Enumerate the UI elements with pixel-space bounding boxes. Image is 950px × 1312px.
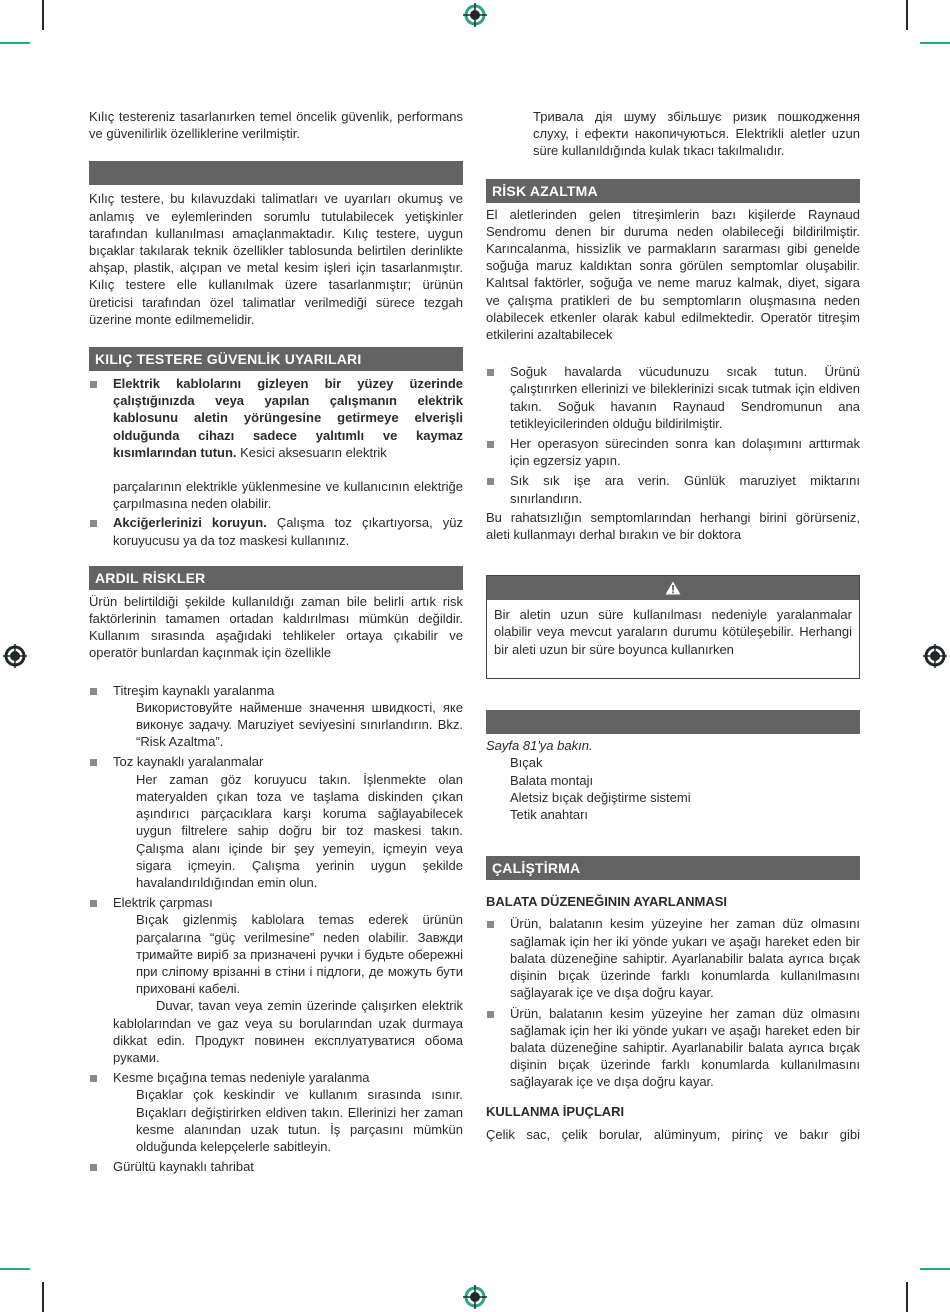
warning-box [486,575,860,679]
safety-item-continuation: parçalarının elektrikle yüklenmesine ve kullanıcının elektriğe çarpılmasına neden olabilir. [113,479,463,512]
subsection-title-tips: KULLANMA İPUÇLARI [486,1103,625,1119]
risk-item-text: Bıçaklar çok keskindir ve kullanım sırasında ısınır. Bıçakları değiştirirken eldiven takın. Ellerinizi her zaman kesme alanından uzak tutun. İş parçasını mümkün olduğunda kelepçelerle sabitleyin. [136,1087,463,1154]
residual-risks-intro: Ürün belirtildiği şekilde kullanıldığı zaman bile belirli artık risk faktörlerinin tamamen ortadan kaldırılması mümkün değildir. Kullanım sırasında aşağıdaki tehlikeler ortaya çıkabilir ve operatör bunlardan kaçınmak için özellikle [89,593,463,661]
intro-text: Kılıç testereniz tasarlanırken temel öncelik güvenlik, performans ve güvenilirlik özelliklerine verilmiştir. [89,109,463,142]
adjustment-item: Ürün, balatanın kesim yüzeyine her zaman düz olmasını sağlamak için her iki yönde yukarı ve aşağı hareket eden bir balata düzeneğine sahiptir. Ayarlanabilir balata ayrıca bıçak dişinin bıçak üzerinde farklı konumlarda kullanılmasını sağlayarak içe ve dışa doğru kayar. [486,1005,860,1091]
warning-triangle-icon [665,581,681,595]
registration-mark-icon [923,644,947,668]
warning-text: Bir aletin uzun süre kullanılması nedeniyle yaralanmalar olabilir veya mevcut yaraların durumu kötüleşebilir. Herhangi bir aleti uzun bir süre boyunca kullanırken [494,607,852,657]
part-item: Bıçak [510,755,543,771]
risk-item-title: Gürültü kaynaklı tahribat [89,1158,463,1175]
noise-text: Тривала дія шуму збільшує ризик пошкодження слуху, і ефекти накопичуються. Elektrikli aletler uzun süre kullanıldığında kulak tıkacı takılmalıdır. [533,109,860,159]
risk-reduction-text: El aletlerinden gelen titreşimlerin bazı kişilerde Raynaud Sendromu denen bir duruma neden olabileceği bildirilmiştir. Karıncalanma, hissizlik ve parmakların sararması gibi genelde soğuğa maruz kaldıktan sonra görülen semptomlar oluşabilir. Kalıtsal faktörler, soğuğa ve neme maruz kalmak, diyet, sigara ve çalışma pratikleri de bu semptomların oluşmasına neden olabilecek etkenler olarak kabul edilmektedir. Operatör titreşim etkilerini azaltabilecek [486,206,860,343]
tips-text: Çelik sac, çelik borular, alüminyum, pirinç ve bakır gibi [486,1126,860,1142]
crop-mark [906,0,908,30]
left-column [89,108,463,1175]
risk-item-title: Toz kaynaklı yaralanmalar [89,753,463,770]
right-column [486,108,860,1143]
risk-item-text: Her zaman göz koruyucu takın. İşlenmekte olan materyalden çıkan toza ve taşlama diskinden çıkan aşındırıcı parçacıklara karşı koruma sağlayabilecek uygun filtrelere sahip doğru bir toz maskesi takın. Çalışma alanı içinde bir şey yemeyin, içmeyin veya sigara içmeyin. Çalışma yerinin uygun şekilde havalandırıldığından emin olun. [136,771,463,890]
part-item: Aletsiz bıçak değiştirme sistemi [510,789,691,805]
section-header-operation: ÇALİŞTİRMA [486,856,860,880]
risk-reduction-item: Sık sık işe ara verin. Günlük maruziyet miktarını sınırlandırın. [486,472,860,506]
part-item: Balata montajı [510,772,594,788]
part-item: Tetik anahtarı [510,807,589,823]
section-header-safety: KILIÇ TESTERE GÜVENLİK UYARILARI [89,347,463,371]
registration-mark-icon [463,1285,487,1309]
risk-reduction-item: Soğuk havalarda vücudunuzu sıcak tutun. Ürünü çalıştırırken ellerinizi ve bileklerinizi sıcak tutmak için eldiven takın. Soğuk havanın Raynaud Sendromunun ana tetikleyicilerinden olduğu bildirilmiştir. [486,363,860,432]
risk-item-title: Titreşim kaynaklı yaralanma [89,682,463,699]
risk-item-text: Використовуйте найменше значення швидкості, яке виконує задачу. Maruziyet seviyesini sınırlandırın. Bkz. “Risk Azaltma”. [136,699,463,750]
section-header-risk-reduction: RİSK AZALTMA [486,179,860,203]
crop-mark [0,42,30,44]
risk-item-text: Bıçak gizlenmiş kablolara temas ederek ürünün parçalarına “güç verilmesine” neden olabilir. Завжди тримайте виріб за призначені ручки і будьте обережні при сліпому врізанні в стіни і підлоги, де можуть бути приховані кабелі. [136,912,463,997]
crop-mark [920,1268,950,1270]
safety-item-text: Çalışma toz çıkartıyorsa, yüz koruyucusu ya da toz maskesi kullanınız. [113,515,464,548]
safety-item [89,375,463,461]
risk-item-extra: Duvar, tavan veya zemin üzerinde çalışırken elektrik kablolarından ve gaz veya su borularından uzak durmaya dikkat edin. Продукт повинен експлуатуватися обома руками. [113,998,463,1065]
parts-reference: Sayfa 81'ya bakın. [486,738,593,754]
parts-list [486,754,860,823]
crop-mark [42,0,44,30]
section-header-intended-use [89,161,463,185]
crop-mark [0,1268,30,1270]
risk-list [89,682,463,1176]
crop-mark [42,1282,44,1312]
adjustment-item: Ürün, balatanın kesim yüzeyine her zaman düz olmasını sağlamak için her iki yönde yukarı ve aşağı hareket eden bir balata düzeneğine sahiptir. Ayarlanabilir balata ayrıca bıçak dişinin bıçak üzerinde farklı konumlarda kullanılmasını sağlayarak içe ve dışa doğru kayar. [486,915,860,1001]
safety-item [89,514,463,548]
risk-reduction-list [486,363,860,507]
subsection-title-adjustment: BALATA DÜZENEĞININ AYARLANMASI [486,894,727,910]
risk-item-title: Kesme bıçağına temas nedeniyle yaralanma [89,1069,463,1086]
risk-reduction-outro: Bu rahatsızlığın semptomlarından herhangi birini görürseniz, aleti kullanmayı derhal bırakın ve bir doktora [486,509,860,543]
safety-item-text: Kesici aksesuarın elektrik [236,444,387,460]
risk-reduction-item: Her operasyon sürecinden sonra kan dolaşımını arttırmak için egzersiz yapın. [486,435,860,469]
intended-use-text: Kılıç testere, bu kılavuzdaki talimatları ve uyarıları okumuş ve anlamış ve eylemlerinden sorumlu tutulabilecek yetişkinler tarafından kullanılması amaçlanmaktadır. Kılıç testere, uygun bıçaklar takılarak teknik özellikler tablosunda belirtilen derinlikte ahşap, plastik, alçıpan ve metal kesim işleri için tasarlanmıştır. Kılıç testere elle kullanılmak üzere tasarlanmıştır; ürünün üreticisi tarafından özel talimatlar verilmediği sürece tezgah üzerine monte edilmemelidir. [89,191,463,327]
warning-header [487,576,859,600]
section-header-parts [486,710,860,734]
registration-mark-icon [463,3,487,27]
risk-item-title: Elektrik çarpması [89,894,463,911]
crop-mark [906,1282,908,1312]
safety-item-bold: Elektrik kablolarını gizleyen bir yüzey üzerinde çalıştığınızda veya yapılan çalışmanın elektrik kablosunu aletin yörüngesine getirmeye elverişli olduğunda cihazı sadece yalıtımlı ve kaymaz kısımlarından tutun. [113,376,463,460]
registration-mark-icon [3,644,27,668]
section-header-residual-risks: ARDIL RİSKLER [89,566,463,590]
crop-mark [920,42,950,44]
safety-item-bold: Akciğerlerinizi koruyun. [113,515,267,531]
